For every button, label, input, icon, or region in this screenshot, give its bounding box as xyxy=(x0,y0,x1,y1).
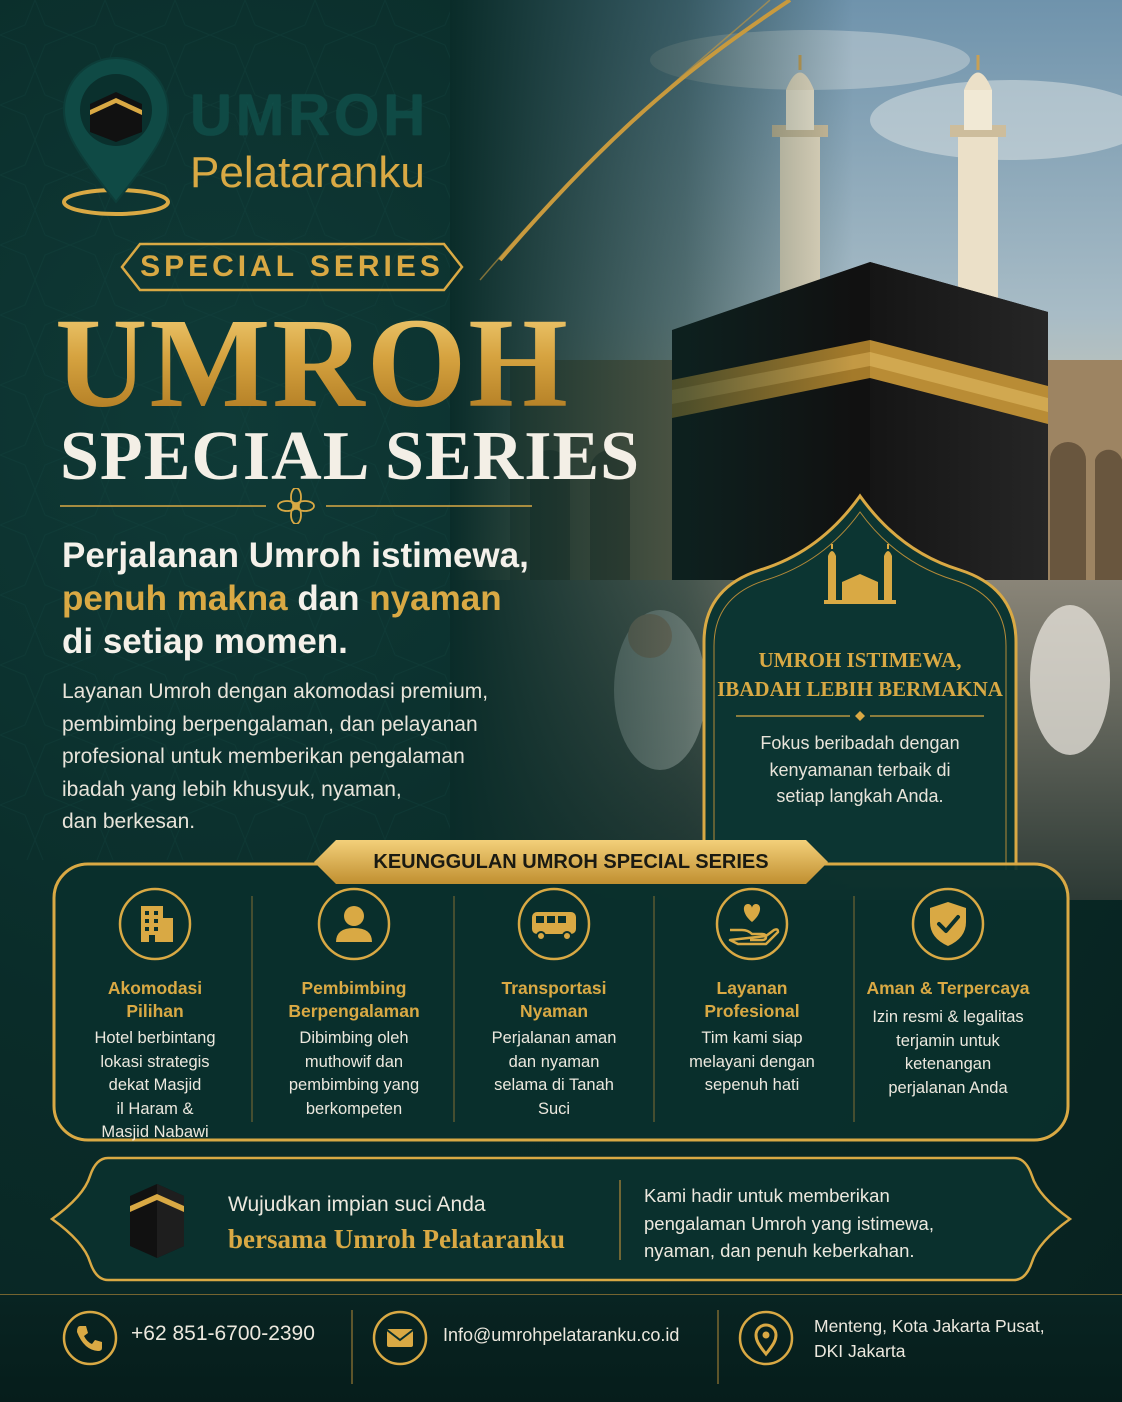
feature-title-line: Aman & Terpercaya xyxy=(866,978,1030,998)
feature-desc-line: dan nyaman xyxy=(508,1052,600,1071)
feature-title-line: Layanan xyxy=(716,978,788,998)
feature-title-line: Profesional xyxy=(704,1001,800,1021)
cta-right-line: nyaman, dan penuh keberkahan. xyxy=(644,1240,915,1261)
feature-desc-line: muthowif dan xyxy=(304,1052,404,1071)
feature-desc-line: sepenuh hati xyxy=(704,1076,800,1094)
headline-highlight-1: penuh makna xyxy=(62,579,288,618)
features-heading: KEUNGGULAN UMROH SPECIAL SERIES xyxy=(373,851,769,873)
feature-desc-line: pembimbing yang xyxy=(288,1076,420,1094)
feature-desc-line: Hotel berbintang xyxy=(94,1029,216,1047)
feature-description xyxy=(652,1027,852,1098)
description-line: dan berkesan. xyxy=(62,810,196,833)
feature-title-line: Pembimbing xyxy=(301,978,407,998)
feature-title-line: Pilihan xyxy=(126,1001,184,1021)
flower-icon xyxy=(278,488,314,524)
cta-right-line: Kami hadir untuk memberikan xyxy=(644,1185,890,1206)
location-pin-icon xyxy=(738,1310,794,1366)
arch-body-line: Fokus beribadah dengan xyxy=(760,733,960,753)
feature-title xyxy=(254,977,454,1023)
feature-desc-line: berkompeten xyxy=(305,1099,403,1118)
arch-title-line: UMROH ISTIMEWA, xyxy=(758,648,962,672)
arch-card-title xyxy=(700,646,1020,704)
feature-desc-line: selama di Tanah xyxy=(494,1076,614,1094)
feature-title xyxy=(848,977,1048,1000)
feature-desc-line: ketenangan xyxy=(904,1055,992,1073)
cta-right-text xyxy=(644,1182,1004,1265)
phone-number[interactable]: +62 851-6700-2390 xyxy=(131,1322,315,1345)
feature-akomodasi xyxy=(55,886,255,1145)
email-icon[interactable] xyxy=(372,1310,428,1366)
feature-title xyxy=(652,977,852,1023)
headline-line-3: di setiap momen. xyxy=(62,622,348,661)
feature-title-line: Transportasi xyxy=(501,978,607,998)
description-line: pembimbing berpengalaman, dan pelayanan xyxy=(62,712,478,736)
brand-word-pelataranku: Pelataranku xyxy=(190,148,425,197)
feature-aman xyxy=(848,886,1048,1100)
headline-line-2 xyxy=(62,577,582,620)
feature-desc-line: melayani dengan xyxy=(689,1052,815,1071)
description-line: ibadah yang lebih khusyuk, nyaman, xyxy=(62,777,402,801)
title-umroh: UMROH xyxy=(55,292,570,434)
address-line: Menteng, Kota Jakarta Pusat, xyxy=(814,1316,1045,1336)
building-icon xyxy=(117,886,193,962)
cta-right-line: pengalaman Umroh yang istimewa, xyxy=(644,1212,934,1234)
headline-connector: dan xyxy=(287,579,370,618)
arch-body-line: kenyamanan terbaik di xyxy=(769,759,951,780)
feature-title xyxy=(454,977,654,1023)
feature-title-line: Berpengalaman xyxy=(288,1001,420,1021)
feature-desc-line: Perjalanan aman xyxy=(491,1029,617,1047)
title-special-series: SPECIAL SERIES xyxy=(60,418,641,495)
arch-title-line: IBADAH LEBIH BERMAKNA xyxy=(717,677,1003,701)
feature-title-line: Akomodasi xyxy=(107,978,203,998)
headline-line-1: Perjalanan Umroh istimewa, xyxy=(62,536,529,575)
arch-card-body xyxy=(718,730,1002,810)
cta-line-1: Wujudkan impian suci Anda xyxy=(228,1193,486,1216)
feature-layanan xyxy=(652,886,852,1098)
feature-desc-line: Izin resmi & legalitas xyxy=(872,1008,1024,1026)
bus-icon xyxy=(516,886,592,962)
special-series-tag xyxy=(118,240,466,294)
address-line: DKI Jakarta xyxy=(814,1341,906,1361)
description-line: profesional untuk memberikan pengalaman xyxy=(62,745,465,768)
feature-title-line: Nyaman xyxy=(519,1001,589,1021)
ornament-divider xyxy=(60,488,532,524)
feature-desc-line: Dibimbing oleh xyxy=(299,1029,409,1047)
description xyxy=(62,676,552,839)
headline xyxy=(62,534,582,663)
phone-icon[interactable] xyxy=(62,1310,118,1366)
contact-footer xyxy=(0,1294,1122,1402)
description-line: Layanan Umroh dengan akomodasi premium, xyxy=(62,680,489,703)
feature-description xyxy=(848,1006,1048,1100)
shield-check-icon xyxy=(910,886,986,962)
brand-word-umroh: UMROH xyxy=(190,83,430,148)
feature-desc-line: il Haram & xyxy=(116,1099,194,1118)
address xyxy=(814,1314,1045,1364)
feature-desc-line: Tim kami siap xyxy=(701,1029,803,1047)
kaaba-icon xyxy=(126,1176,188,1260)
feature-desc-line: terjamin untuk xyxy=(896,1031,1000,1050)
cta-line-2: bersama Umroh Pelataranku xyxy=(228,1224,565,1254)
feature-description xyxy=(454,1027,654,1121)
feature-desc-line: Suci xyxy=(537,1099,571,1118)
feature-transportasi xyxy=(454,886,654,1121)
feature-desc-line: perjalanan Anda xyxy=(888,1078,1008,1097)
feature-description xyxy=(55,1027,255,1145)
headline-highlight-2: nyaman xyxy=(369,579,502,618)
logo-pin-icon xyxy=(56,52,176,222)
feature-desc-line: Masjid Nabawi xyxy=(101,1123,209,1141)
special-series-tag-text: SPECIAL SERIES xyxy=(140,250,444,283)
email-address[interactable]: Info@umrohpelataranku.co.id xyxy=(443,1325,680,1345)
hand-heart-icon xyxy=(714,886,790,962)
feature-desc-line: dekat Masjid xyxy=(108,1076,202,1094)
feature-desc-line: lokasi strategis xyxy=(100,1052,210,1071)
person-icon xyxy=(316,886,392,962)
feature-description xyxy=(254,1027,454,1121)
arch-body-line: setiap langkah Anda. xyxy=(776,786,944,806)
feature-pembimbing xyxy=(254,886,454,1121)
feature-title xyxy=(55,977,255,1023)
